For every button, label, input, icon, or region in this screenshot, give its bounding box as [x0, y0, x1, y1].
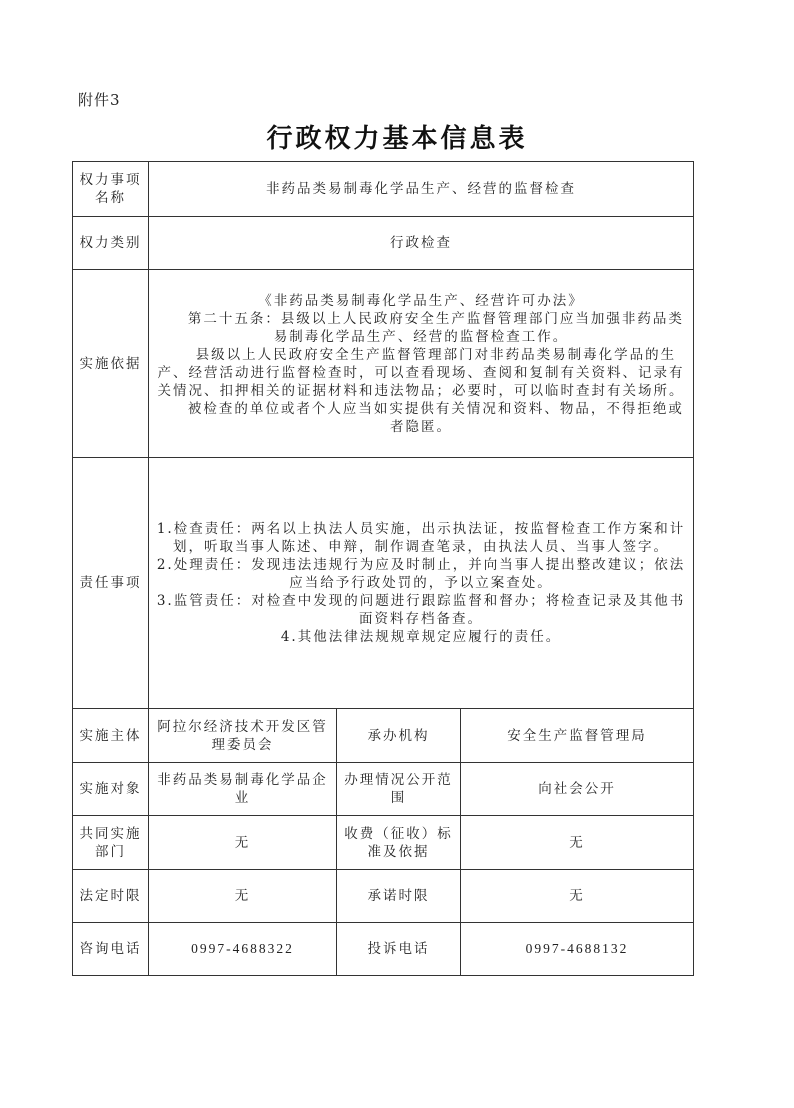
legal-time-limit-value: 无: [149, 870, 337, 923]
joint-dept-label: 共同实施部门: [73, 816, 149, 870]
table-row-power-name: [73, 162, 694, 217]
table-row-target: [73, 763, 694, 816]
responsibility-item: 4.其他法律法规规章规定应履行的责任。: [280, 629, 562, 645]
table-row-legal-basis: [73, 270, 694, 458]
legal-basis-paragraph: 第二十五条：县级以上人民政府安全生产监督管理部门应当加强非药品类易制毒化学品生产、经营的监督检查工作。: [187, 310, 684, 345]
power-type-value: 行政检查: [149, 217, 694, 270]
table-row-phones: [73, 923, 694, 976]
fee-standard-label: 收费（征收）标准及依据: [337, 816, 461, 870]
attachment-label: 附件3: [78, 91, 121, 109]
disclosure-scope-value: 向社会公开: [461, 763, 694, 816]
legal-basis-text: [149, 270, 694, 458]
responsibility-text: [149, 458, 694, 709]
handling-agency-label: 承办机构: [337, 709, 461, 763]
table-row-responsibility: [73, 458, 694, 709]
table-row-subject: [73, 709, 694, 763]
legal-basis-paragraph: 《非药品类易制毒化学品生产、经营许可办法》: [258, 292, 584, 309]
table-row-power-type: [73, 217, 694, 270]
legal-basis-paragraph: 被检查的单位或者个人应当如实提供有关情况和资料、物品，不得拒绝或者隐匿。: [187, 400, 684, 435]
promised-time-limit-value: 无: [461, 870, 694, 923]
promised-time-limit-label: 承诺时限: [337, 870, 461, 923]
subject-label: 实施主体: [73, 709, 149, 763]
responsibility-item: 1.检查责任：两名以上执法人员实施，出示执法证，按监督检查工作方案和计划，听取当事人陈述、申辩，制作调查笔录，由执法人员、当事人签字。: [156, 521, 686, 555]
target-value: 非药品类易制毒化学品企业: [149, 763, 337, 816]
responsibility-item: 2.处理责任：发现违法违规行为应及时制止，并向当事人提出整改建议；依法应当给予行政处罚的，予以立案查处。: [156, 557, 686, 591]
power-name-label: 权力事项名称: [73, 162, 149, 217]
page-title: 行政权力基本信息表: [266, 124, 528, 154]
legal-time-limit-label: 法定时限: [73, 870, 149, 923]
subject-value: 阿拉尔经济技术开发区管理委员会: [149, 709, 337, 763]
handling-agency-value: 安全生产监督管理局: [461, 709, 694, 763]
power-name-value: 非药品类易制毒化学品生产、经营的监督检查: [149, 162, 694, 217]
consult-phone-value: 0997-4688322: [149, 923, 337, 976]
target-label: 实施对象: [73, 763, 149, 816]
table-row-time-limit: [73, 870, 694, 923]
info-table: [72, 161, 694, 976]
power-type-label: 权力类别: [73, 217, 149, 270]
joint-dept-value: 无: [149, 816, 337, 870]
disclosure-scope-label: 办理情况公开范围: [337, 763, 461, 816]
table-row-joint: [73, 816, 694, 870]
responsibility-label: 责任事项: [73, 458, 149, 709]
consult-phone-label: 咨询电话: [73, 923, 149, 976]
legal-basis-label: 实施依据: [73, 270, 149, 458]
responsibility-item: 3.监管责任：对检查中发现的问题进行跟踪监督和督办；将检查记录及其他书面资料存档备查。: [156, 593, 686, 627]
legal-basis-paragraph: 县级以上人民政府安全生产监督管理部门对非药品类易制毒化学品的生产、经营活动进行监督检查时，可以查看现场、查阅和复制有关资料、记录有关情况、扣押相关的证据材料和违法物品；必要时，可以临时查封有关场所。: [157, 346, 685, 399]
complaint-phone-value: 0997-4688132: [461, 923, 694, 976]
fee-standard-value: 无: [461, 816, 694, 870]
complaint-phone-label: 投诉电话: [337, 923, 461, 976]
